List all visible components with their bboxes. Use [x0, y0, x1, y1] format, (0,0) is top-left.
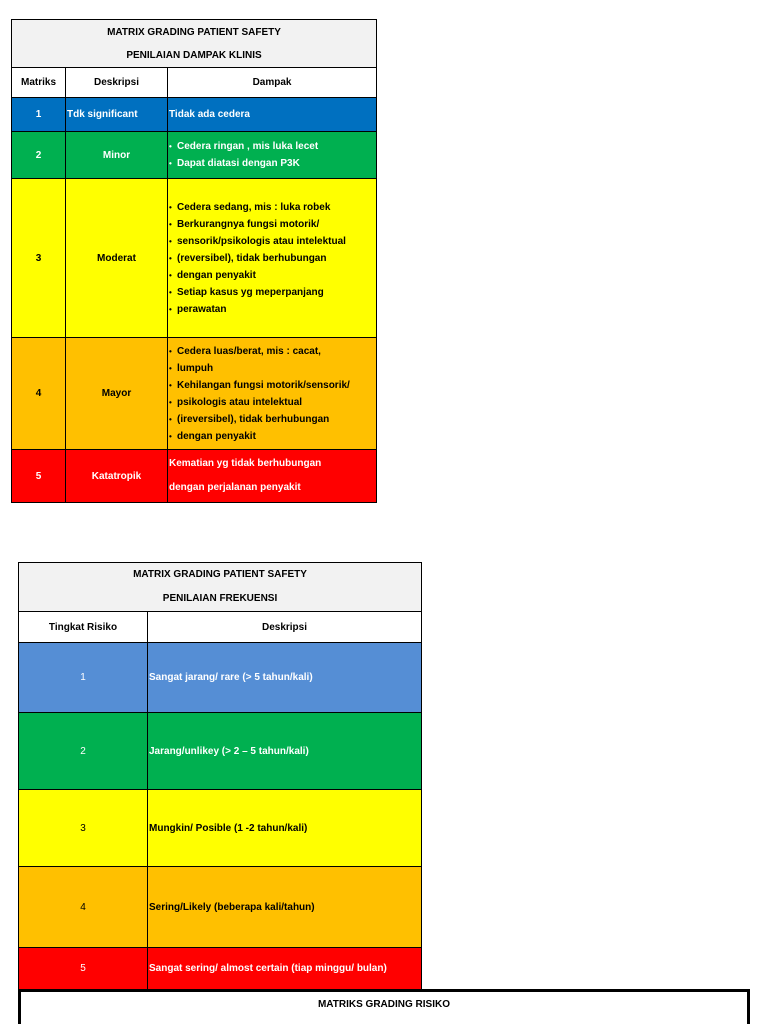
column-header-tingkat-risiko: Tingkat Risiko — [19, 612, 148, 643]
table-row — [19, 948, 422, 990]
column-header-matriks: Matriks — [12, 68, 66, 98]
list-item: • Berkurangnya fungsi motorik/ — [169, 216, 375, 233]
deskripsi-cell: Sangat jarang/ rare (> 5 tahun/kali) — [148, 643, 422, 713]
list-item-continued: • lumpuh — [169, 360, 375, 377]
level-cell: 2 — [19, 713, 148, 790]
list-item-continued: • perawatan — [169, 301, 375, 318]
matriks-cell: 2 — [12, 132, 66, 179]
dampak-cell — [168, 132, 377, 179]
column-header-deskripsi: Deskripsi — [66, 68, 168, 98]
frequency-table-subtitle: PENILAIAN FREKUENSI — [19, 587, 422, 612]
impact-table-subtitle: PENILAIAN DAMPAK KLINIS — [12, 45, 377, 68]
list-item-continued: • dengan penyakit — [169, 428, 375, 445]
dampak-cell — [168, 338, 377, 450]
table-row — [12, 450, 377, 503]
level-cell: 5 — [19, 948, 148, 990]
table-row — [19, 643, 422, 713]
frequency-table — [18, 562, 422, 990]
list-item: • Cedera sedang, mis : luka robek — [169, 199, 375, 216]
matriks-cell: 1 — [12, 98, 66, 132]
list-item: • Cedera luas/berat, mis : cacat, — [169, 343, 375, 360]
table-row — [19, 867, 422, 948]
level-cell: 1 — [19, 643, 148, 713]
dampak-cell: Tidak ada cedera — [168, 98, 377, 132]
deskripsi-cell: Mayor — [66, 338, 168, 450]
list-item: • Kehilangan fungsi motorik/sensorik/ — [169, 377, 375, 394]
deskripsi-cell: Sangat sering/ almost certain (tiap minggu/ bulan) — [148, 948, 422, 990]
frequency-table-title: MATRIX GRADING PATIENT SAFETY — [19, 563, 422, 587]
deskripsi-cell: Mungkin/ Posible (1 -2 tahun/kali) — [148, 790, 422, 867]
deskripsi-cell: Sering/Likely (beberapa kali/tahun) — [148, 867, 422, 948]
impact-table-title: MATRIX GRADING PATIENT SAFETY — [12, 20, 377, 45]
table-row — [19, 713, 422, 790]
column-header-deskripsi: Deskripsi — [148, 612, 422, 643]
table-row — [12, 338, 377, 450]
deskripsi-cell: Jarang/unlikey (> 2 – 5 tahun/kali) — [148, 713, 422, 790]
deskripsi-cell: Katatropik — [66, 450, 168, 503]
deskripsi-cell: Minor — [66, 132, 168, 179]
impact-table — [11, 19, 377, 503]
dampak-cell — [168, 450, 377, 503]
matriks-cell: 5 — [12, 450, 66, 503]
table-row — [19, 790, 422, 867]
level-cell: 4 — [19, 867, 148, 948]
list-item: • Setiap kasus yg meperpanjang — [169, 284, 375, 301]
table-row — [12, 98, 377, 132]
deskripsi-cell: Tdk significant — [66, 98, 168, 132]
matriks-cell: 3 — [12, 179, 66, 338]
level-cell: 3 — [19, 790, 148, 867]
list-item-continued: • psikologis atau intelektual — [169, 394, 375, 411]
table-row — [12, 132, 377, 179]
table-row — [12, 179, 377, 338]
list-item: • Cedera ringan , mis luka lecet — [169, 138, 375, 155]
list-item-continued: • (ireversibel), tidak berhubungan — [169, 411, 375, 428]
dampak-line: dengan perjalanan penyakit — [169, 482, 301, 493]
list-item-continued: • (reversibel), tidak berhubungan — [169, 250, 375, 267]
list-item: • Dapat diatasi dengan P3K — [169, 155, 375, 172]
dampak-cell — [168, 179, 377, 338]
list-item-continued: • dengan penyakit — [169, 267, 375, 284]
risk-matrix-title: MATRIKS GRADING RISIKO — [317, 999, 451, 1010]
risk-matrix-frame — [18, 989, 750, 1024]
matriks-cell: 4 — [12, 338, 66, 450]
deskripsi-cell: Moderat — [66, 179, 168, 338]
list-item-continued: • sensorik/psikologis atau intelektual — [169, 233, 375, 250]
column-header-dampak: Dampak — [168, 68, 377, 98]
dampak-line: Kematian yg tidak berhubungan — [169, 458, 322, 469]
